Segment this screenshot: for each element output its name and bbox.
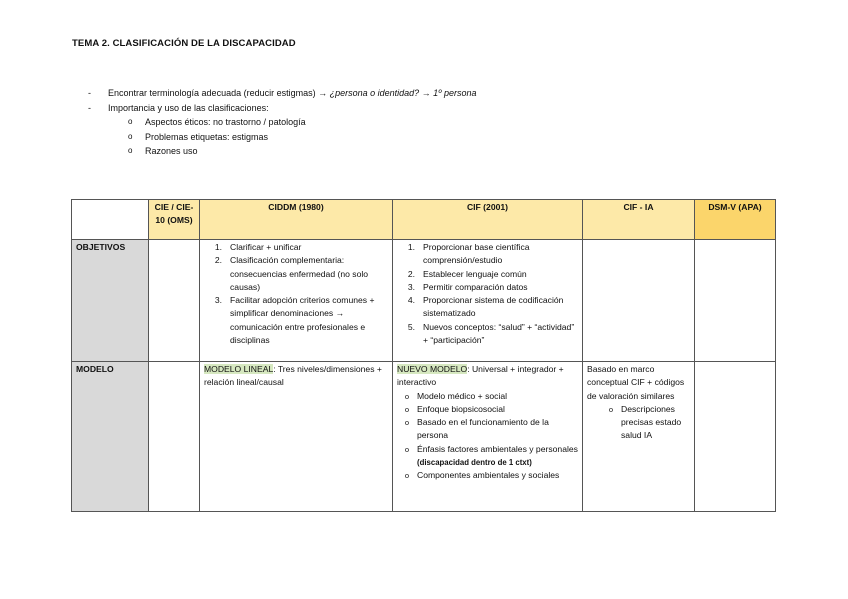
cell-cif-objetivos [393, 240, 583, 362]
list-item: 5. Nuevos conceptos: “salud” + “actividad” + “participación” [407, 321, 575, 346]
header-cif-ia: CIF - IA [583, 200, 695, 240]
dash-bullet: - [88, 102, 91, 113]
classification-table [71, 199, 776, 512]
page-title: TEMA 2. CLASIFICACIÓN DE LA DISCAPACIDAD [72, 38, 296, 49]
list-item: 1. Clarificar + unificar [214, 242, 302, 252]
cell-ciddm-objetivos [200, 240, 393, 362]
cell-cif-modelo: NUEVO MODELO: Universal + integrador + interactivo o Modelo médico + social o Enfoque biopsicosocial o Basado en el funcionamiento de la persona o Énfasis factores ambientales y personales (discapacidad dentro de 1 ctxt) o Componentes ambientales y sociales [393, 362, 583, 512]
list-item [88, 86, 477, 101]
list-item: 1. Proporcionar base científica comprensión/estudio [407, 242, 530, 266]
list-item: o Descripciones precisas estado salud IA [608, 403, 682, 441]
dash-bullet: - [88, 88, 91, 98]
header-cif: CIF (2001) [393, 200, 583, 240]
intro-item-text: Encontrar terminología adecuada (reducir estigmas) → [108, 88, 330, 98]
header-dsm: DSM-V (APA) [695, 200, 776, 240]
cell-empty [695, 362, 776, 512]
highlight-nuevo-modelo: NUEVO MODELO [397, 364, 468, 374]
list-item [88, 101, 477, 116]
intro-list [88, 86, 477, 159]
cell-empty [149, 362, 200, 512]
intro-item-text: Importancia y uso de las clasificaciones: [108, 102, 269, 113]
row-label-objetivos: OBJETIVOS [72, 240, 149, 362]
list-item: o Modelo médico + social [404, 390, 508, 401]
corner-cell [72, 200, 149, 240]
cell-empty [149, 240, 200, 362]
table-row [72, 362, 776, 512]
list-item: 2. Establecer lenguaje común [407, 268, 527, 279]
table-row [72, 240, 776, 362]
list-item: 2. Clasificación complementaria: consecuencias enfermedad (no solo causas) [214, 255, 369, 292]
list-item: o Enfoque biopsicosocial [404, 403, 505, 414]
header-ciddm: CIDDM (1980) [200, 200, 393, 240]
list-item: 3. Facilitar adopción criterios comunes + simplificar denominaciones → comunicación entre profesionales e disciplinas [214, 295, 375, 346]
circle-bullet: o [128, 131, 133, 141]
list-item: 4. Proporcionar sistema de codificación sistematizado [407, 295, 564, 319]
list-item: 3. Permitir comparación datos [407, 281, 528, 292]
circle-bullet: o [128, 146, 133, 155]
cell-empty [583, 240, 695, 362]
sub-list-item: o Razones uso [88, 144, 477, 159]
row-label-modelo: MODELO [72, 362, 149, 512]
cell-empty [695, 240, 776, 362]
list-item: o Basado en el funcionamiento de la persona [404, 417, 549, 441]
bold-note: (discapacidad dentro de 1 ctxt) [417, 458, 532, 468]
cell-ciddm-modelo: MODELO LINEAL: Tres niveles/dimensiones + relación lineal/causal [200, 362, 393, 512]
intro-item-italic: ¿persona o identidad? → 1º persona [329, 88, 477, 98]
sub-list-item: o Aspectos éticos: no trastorno / patología [88, 115, 477, 130]
highlight-modelo-lineal: MODELO LINEAL [204, 364, 274, 374]
list-item: o Énfasis factores ambientales y personales (discapacidad dentro de 1 ctxt) [404, 443, 578, 468]
cell-cif-ia-modelo: Basado en marco conceptual CIF + códigos de valoración similares o Descripciones precisas estado salud IA [583, 362, 695, 512]
header-cie: CIE / CIE-10 (OMS) [149, 200, 200, 240]
sub-list-item: o Problemas etiquetas: estigmas [88, 130, 477, 145]
table-header-row [72, 200, 776, 240]
list-item: o Componentes ambientales y sociales [404, 470, 560, 481]
circle-bullet: o [128, 117, 133, 126]
